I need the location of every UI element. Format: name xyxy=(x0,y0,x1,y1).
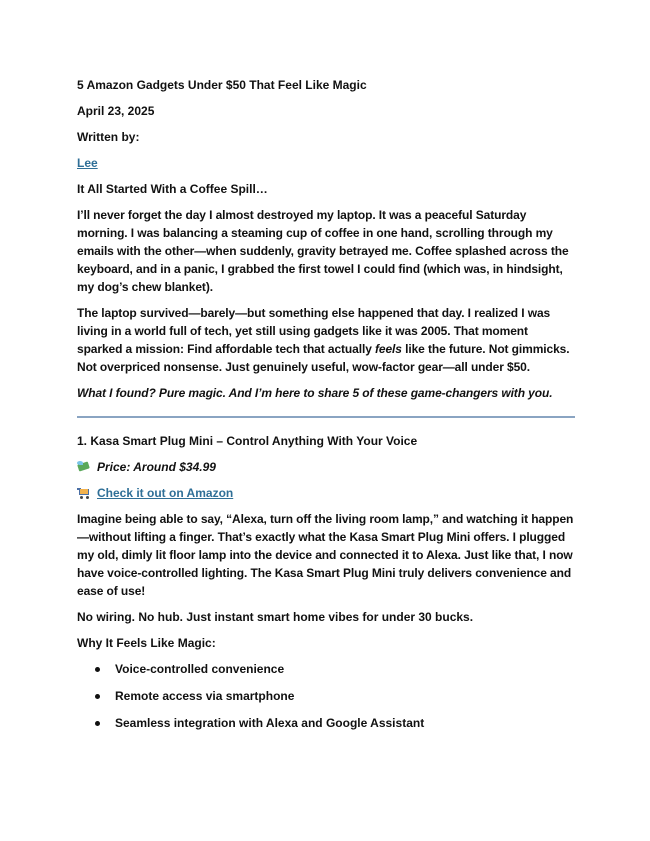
gadget-1-description: Imagine being able to say, “Alexa, turn off the living room lamp,” and watching it happen—without lifting a finger. That’s exactly what the Kasa Smart Plug Mini offers. I plugged my old, dimly lit floor lamp into the device and connected it to Alexa. Just like that, I now have voice-controlled lighting. The Kasa Smart Plug Mini truly delivers convenience and ease of use! xyxy=(77,512,574,598)
gadget-1-feature-list xyxy=(77,660,575,732)
intro-heading: It All Started With a Coffee Spill… xyxy=(77,182,268,196)
feature-1: Voice-controlled convenience xyxy=(115,662,285,676)
intro-paragraph-2-part-a: The laptop survived—barely—but something else happened that day. I realized I was living in a world full of tech, yet still using gadgets like it was 2005. That moment sparked a mission: Find affordable tech that actually xyxy=(77,306,551,356)
written-by-label: Written by: xyxy=(77,130,140,144)
author-line xyxy=(77,154,575,172)
author-link[interactable]: Lee xyxy=(77,156,98,170)
intro-paragraph-2-part-b: like the future. Not gimmicks. Not overpriced nonsense. Just genuinely useful, wow-factor gear—all under $50. xyxy=(77,342,570,374)
section-divider xyxy=(77,416,575,418)
gadget-1-price-row xyxy=(77,458,575,476)
intro-paragraph-1: I’ll never forget the day I almost destroyed my laptop. It was a peaceful Saturday morning. I was balancing a steaming cup of coffee in one hand, scrolling through my emails with the other—when suddenly, gravity betrayed me. Coffee splashed across the keyboard, and in a panic, I grabbed the first towel I could find (which was, in hindsight, my dog’s chew blanket). xyxy=(77,208,569,294)
article-date: April 23, 2025 xyxy=(77,104,155,118)
gadget-1-tagline: No wiring. No hub. Just instant smart home vibes for under 30 bucks. xyxy=(77,610,474,624)
intro-paragraph-3: What I found? Pure magic. And I’m here to share 5 of these game-changers with you. xyxy=(77,386,553,400)
gadget-1-heading: 1. Kasa Smart Plug Mini – Control Anything With Your Voice xyxy=(77,434,418,448)
intro-paragraph-2 xyxy=(77,304,575,376)
gadget-1-amazon-link[interactable]: Check it out on Amazon xyxy=(97,486,234,500)
intro-paragraph-2-emphasis: feels xyxy=(375,342,402,356)
list-item xyxy=(115,660,575,678)
feature-3: Seamless integration with Alexa and Google Assistant xyxy=(115,716,425,730)
gadget-1-why-heading: Why It Feels Like Magic: xyxy=(77,636,216,650)
feature-2: Remote access via smartphone xyxy=(115,689,295,703)
list-item xyxy=(115,714,575,732)
money-with-wings-icon xyxy=(77,461,91,473)
list-item xyxy=(115,687,575,705)
document-page xyxy=(77,76,575,741)
shopping-cart-icon xyxy=(77,487,91,499)
gadget-1-amazon-row xyxy=(77,484,575,502)
article-title: 5 Amazon Gadgets Under $50 That Feel Like Magic xyxy=(77,78,367,92)
gadget-1-price: Price: Around $34.99 xyxy=(97,460,216,474)
